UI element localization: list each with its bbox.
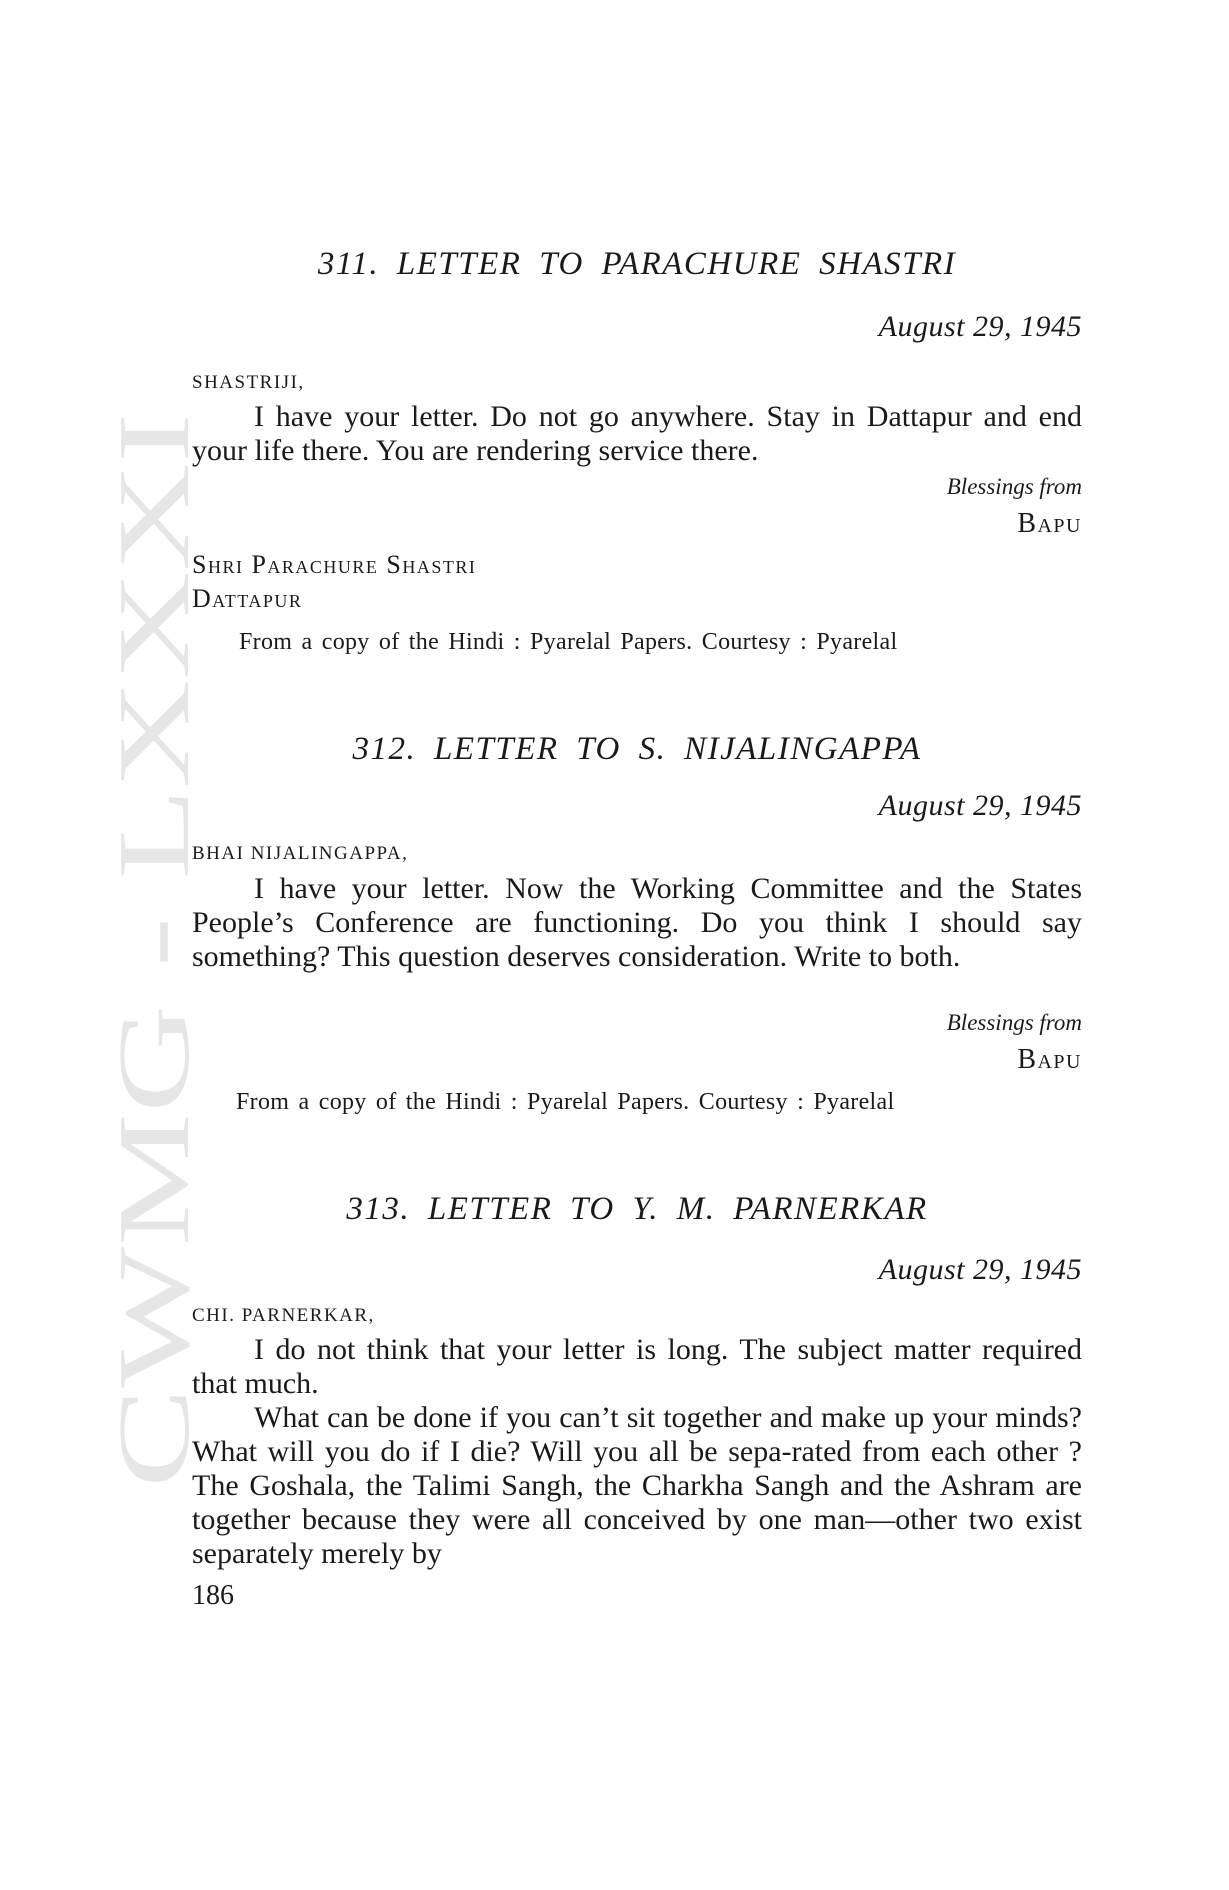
letter-312-source: From a copy of the Hindi : Pyarelal Papers. Courtesy : Pyarelal: [236, 1089, 895, 1115]
letter-313-heading: 313. LETTER TO Y. M. PARNERKAR: [346, 1191, 928, 1227]
letter-312-heading: 312. LETTER TO S. NIJALINGAPPA: [352, 731, 922, 767]
letter-311-source: From a copy of the Hindi : Pyarelal Papers. Courtesy : Pyarelal: [239, 629, 898, 655]
letter-311-heading: 311. LETTER TO PARACHURE SHASTRI: [317, 246, 957, 282]
letter-311-salutation: SHASTRIJI,: [192, 372, 305, 393]
address-line: Shri Parachure Shastri: [192, 550, 477, 579]
watermark-text: CWMG - LXXXI: [98, 757, 211, 1488]
letter-313-salutation: CHI. PARNERKAR,: [192, 1305, 375, 1326]
letter-312-paragraph: I have your letter. Now the Working Committee and the States People’s Conference are functioning. Do you think I should say something? This question deserves consideration. Write to both.: [192, 872, 1082, 973]
letter-311-signature: Bapu: [1017, 508, 1082, 539]
letter-312-salutation: BHAI NIJALINGAPPA,: [192, 843, 409, 864]
letter-313-date: August 29, 1945: [878, 1253, 1082, 1286]
letter-311-date: August 29, 1945: [878, 310, 1082, 343]
address-line: Dattapur: [192, 584, 303, 613]
letter-312-signature: Bapu: [1017, 1044, 1082, 1075]
letter-311-blessing: Blessings from: [946, 474, 1082, 499]
letter-313-paragraph-1: I do not think that your letter is long. The subject matter required that much.: [192, 1333, 1082, 1400]
letter-311-paragraph: I have your letter. Do not go anywhere. Stay in Dattapur and end your life there. You are rendering service there.: [192, 400, 1082, 467]
letter-312-date: August 29, 1945: [878, 789, 1082, 822]
letter-313-paragraph-2: What can be done if you can’t sit together and make up your minds? What will you do if I die? Will you all be sepa-rated from each other ? The Goshala, the Talimi Sangh, the Charkha Sangh and the Ashram are together because they were all conceived by one man—other two exist separately merely by: [192, 1401, 1082, 1570]
letter-311-address: [192, 548, 1082, 616]
letter-312-blessing: Blessings from: [946, 1010, 1082, 1035]
page-number: 186: [192, 1580, 234, 1611]
document-page: [192, 0, 1082, 1890]
